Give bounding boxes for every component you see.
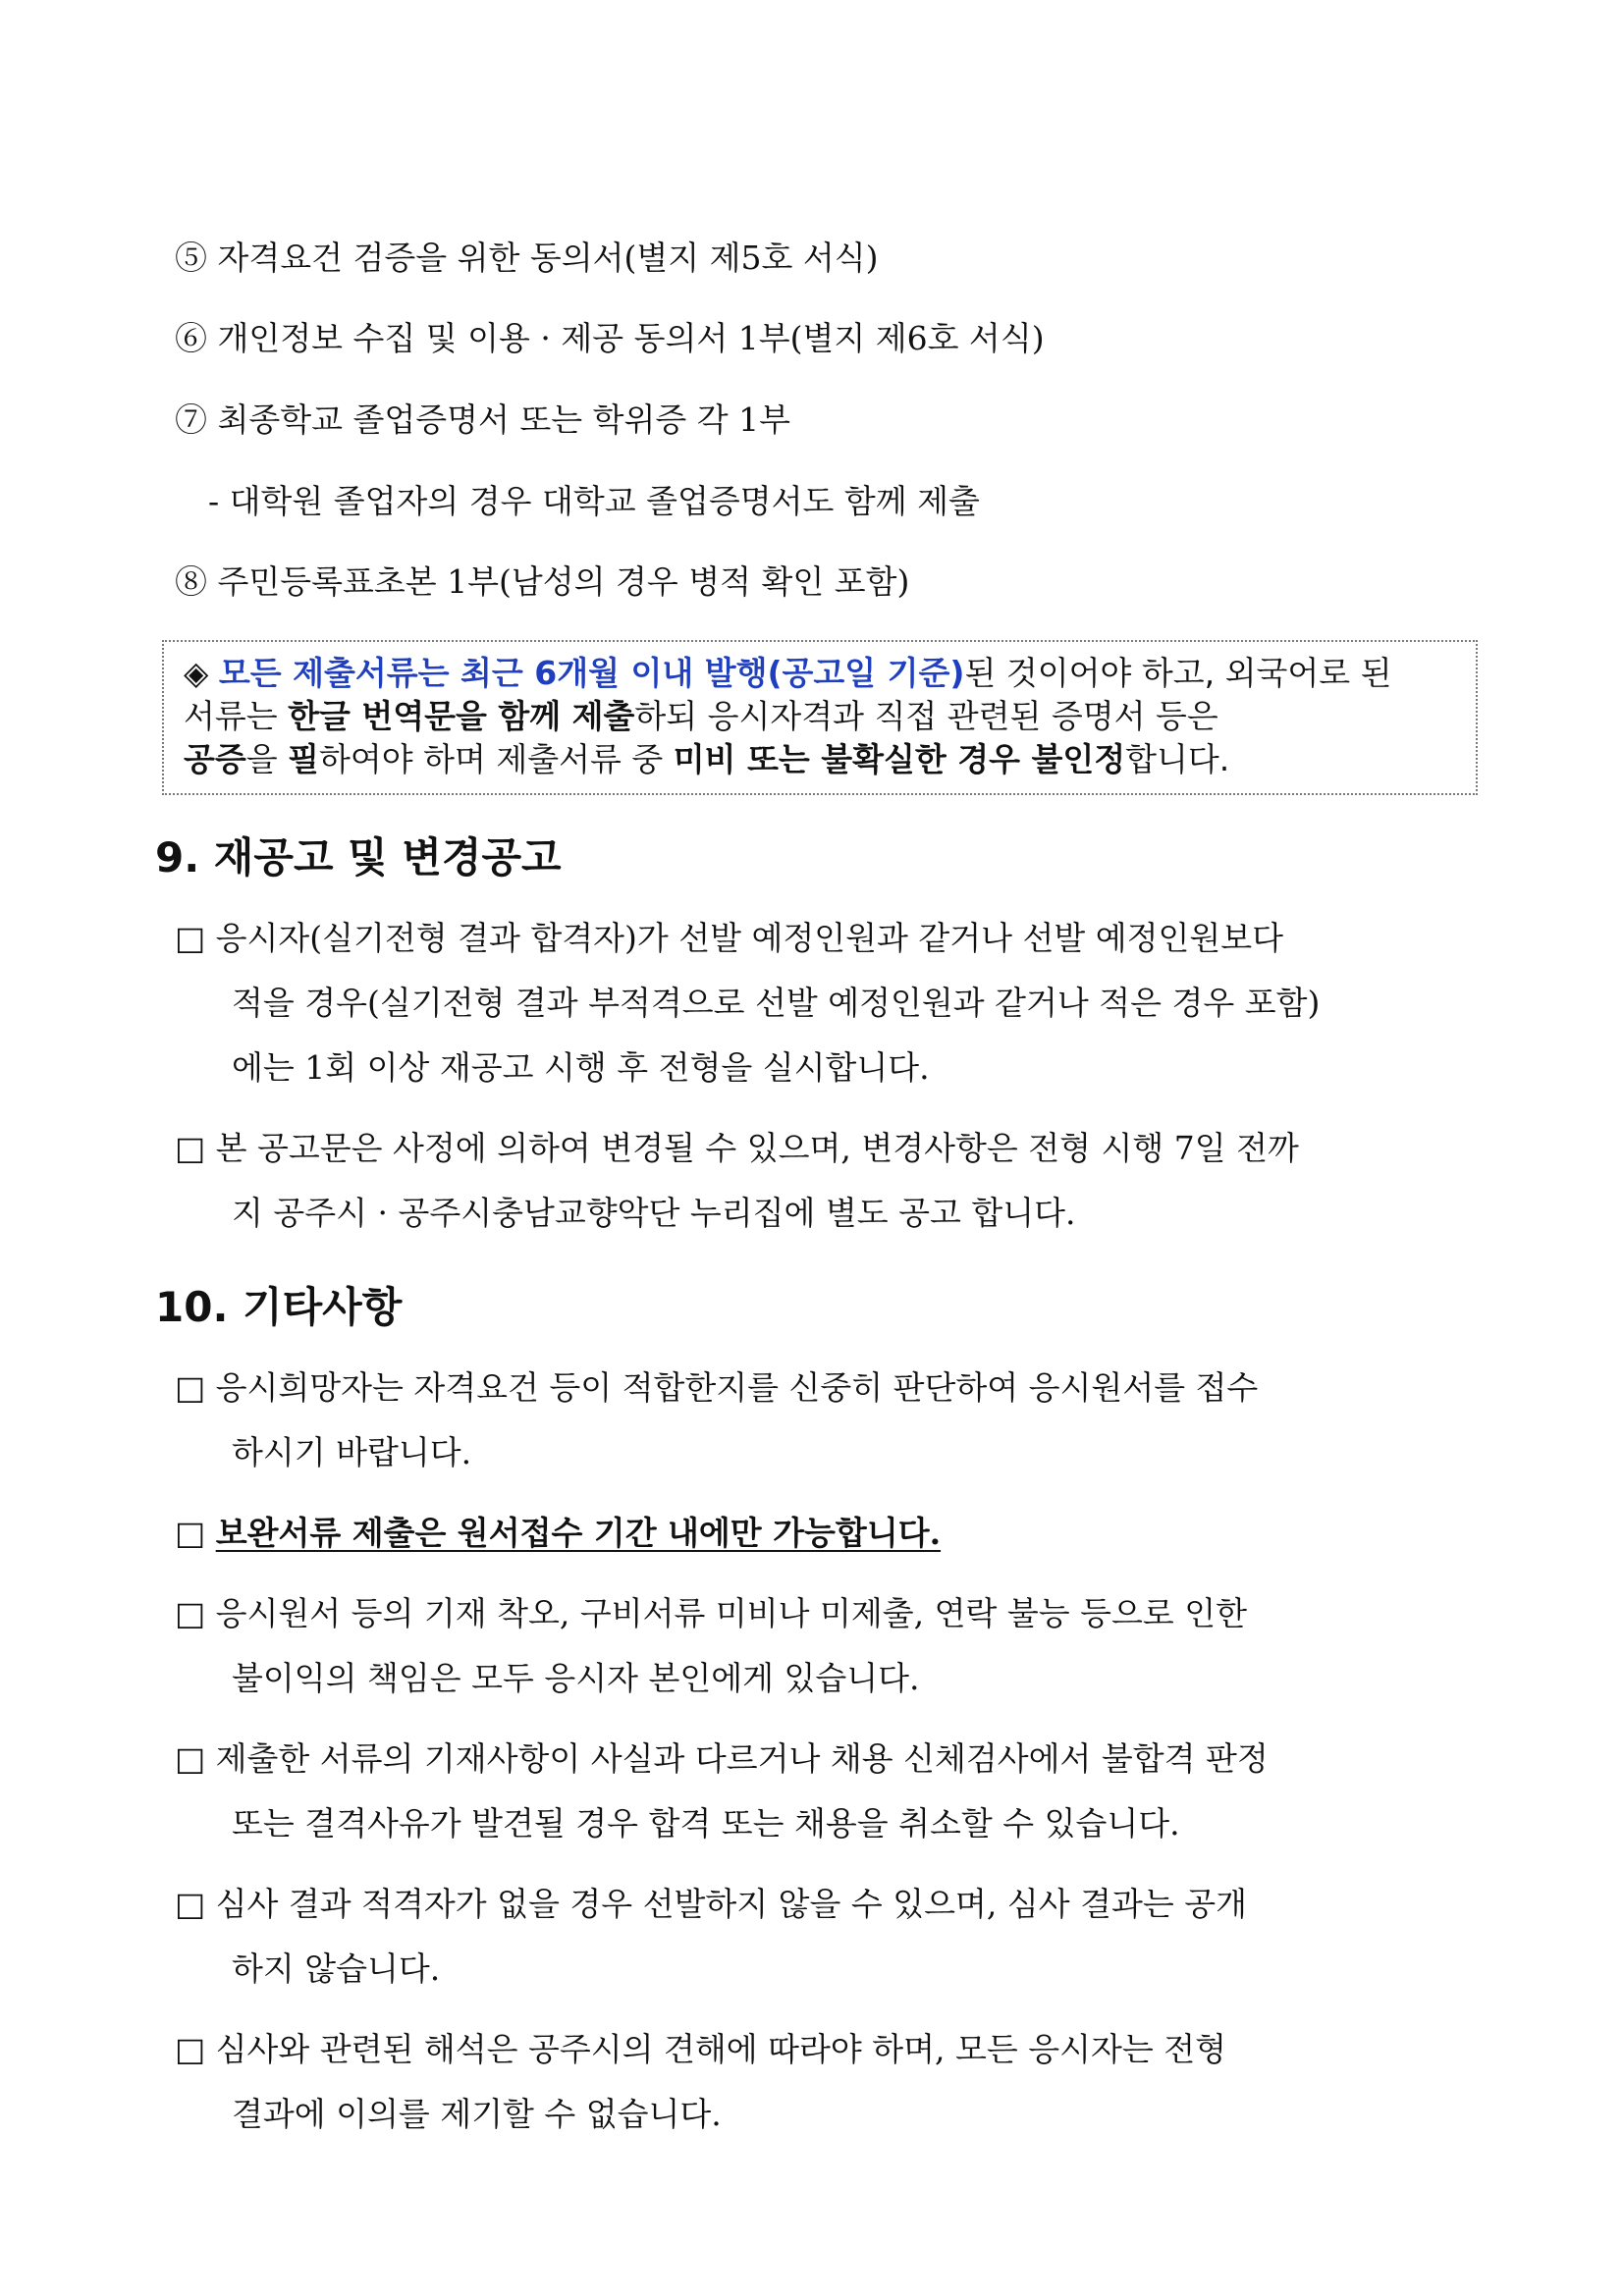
section-9-title: 9. 재공고 및 변경공고 [155,833,562,881]
section-9-p1-line2: 적을 경우(실기전형 결과 부적격으로 선발 예정인원과 같거나 적은 경우 포함) [232,984,1321,1022]
notice-line-1 [184,652,1460,695]
section-10-p5-line2: 하지 않습니다. [232,1949,441,1988]
section-10-p3-line1: □ 응시원서 등의 기재 착오, 구비서류 미비나 미제출, 연락 불능 등으로 인한 [175,1594,1248,1632]
notice-line-3 [184,738,1460,781]
notice-bold: 미비 또는 불확실한 경우 불인정 [673,740,1126,778]
notice-text: 된 것이어야 하고, 외국어로 된 [964,654,1392,692]
doc-item-5: ⑤ 자격요건 검증을 위한 동의서(별지 제5호 서식) [175,239,879,277]
notice-text: 하여야 하며 제출서류 중 [319,740,674,778]
section-10-title: 10. 기타사항 [155,1283,403,1331]
doc-item-6: ⑥ 개인정보 수집 및 이용 · 제공 동의서 1부(별지 제6호 서식) [175,319,1045,357]
notice-bold: 필 [288,740,320,778]
section-9-p1-line1: □ 응시자(실기전형 결과 합격자)가 선발 예정인원과 같거나 선발 예정인원보다 [175,919,1284,957]
section-10-p4-line1: □ 제출한 서류의 기재사항이 사실과 다르거나 채용 신체검사에서 불합격 판정 [175,1739,1269,1778]
doc-item-8: ⑧ 주민등록표초본 1부(남성의 경우 병적 확인 포함) [175,562,910,601]
notice-box [162,640,1478,795]
section-10-p5-line1: □ 심사 결과 적격자가 없을 경우 선발하지 않을 수 있으며, 심사 결과는 공개 [175,1885,1248,1923]
notice-highlight: 모든 제출서류는 최근 6개월 이내 발행(공고일 기준) [218,654,965,692]
section-10-p3-line2: 불이익의 책임은 모두 응시자 본인에게 있습니다. [232,1659,920,1697]
section-10-p6-line1: □ 심사와 관련된 해석은 공주시의 견해에 따라야 하며, 모든 응시자는 전형 [175,2030,1227,2068]
section-10-p1-line1: □ 응시희망자는 자격요건 등이 적합한지를 신중히 판단하여 응시원서를 접수 [175,1368,1259,1407]
section-9-p1-line3: 에는 1회 이상 재공고 시행 후 전형을 실시합니다. [232,1048,930,1087]
doc-item-7: ⑦ 최종학교 졸업증명서 또는 학위증 각 1부 [175,400,790,439]
checkbox-icon: □ [175,1514,206,1552]
notice-bold: 한글 번역문을 함께 제출 [288,697,635,735]
doc-item-7-sub: - 대학원 졸업자의 경우 대학교 졸업증명서도 함께 제출 [208,482,980,520]
section-10-p4-line2: 또는 결격사유가 발견될 경우 합격 또는 채용을 취소할 수 있습니다. [232,1804,1180,1842]
diamond-marker-icon: ◈ [184,654,209,692]
section-10-p2 [175,1512,941,1555]
notice-text: 서류는 [184,697,289,735]
notice-bold: 공증 [184,740,246,778]
section-10-p6-line2: 결과에 이의를 제기할 수 없습니다. [232,2095,722,2133]
notice-line-2 [184,695,1460,738]
section-10-p2-underlined: 보완서류 제출은 원서접수 기간 내에만 가능합니다. [215,1514,942,1552]
section-9-p2-line1: □ 본 공고문은 사정에 의하여 변경될 수 있으며, 변경사항은 전형 시행 7일 전까 [175,1129,1299,1167]
notice-text: 을 [245,740,289,778]
section-9-p2-line2: 지 공주시 · 공주시충남교향악단 누리집에 별도 공고 합니다. [232,1194,1076,1232]
notice-text: 하되 응시자격과 직접 관련된 증명서 등은 [634,697,1218,735]
section-10-p1-line2: 하시기 바랍니다. [232,1433,472,1471]
notice-text: 합니다. [1125,740,1230,778]
